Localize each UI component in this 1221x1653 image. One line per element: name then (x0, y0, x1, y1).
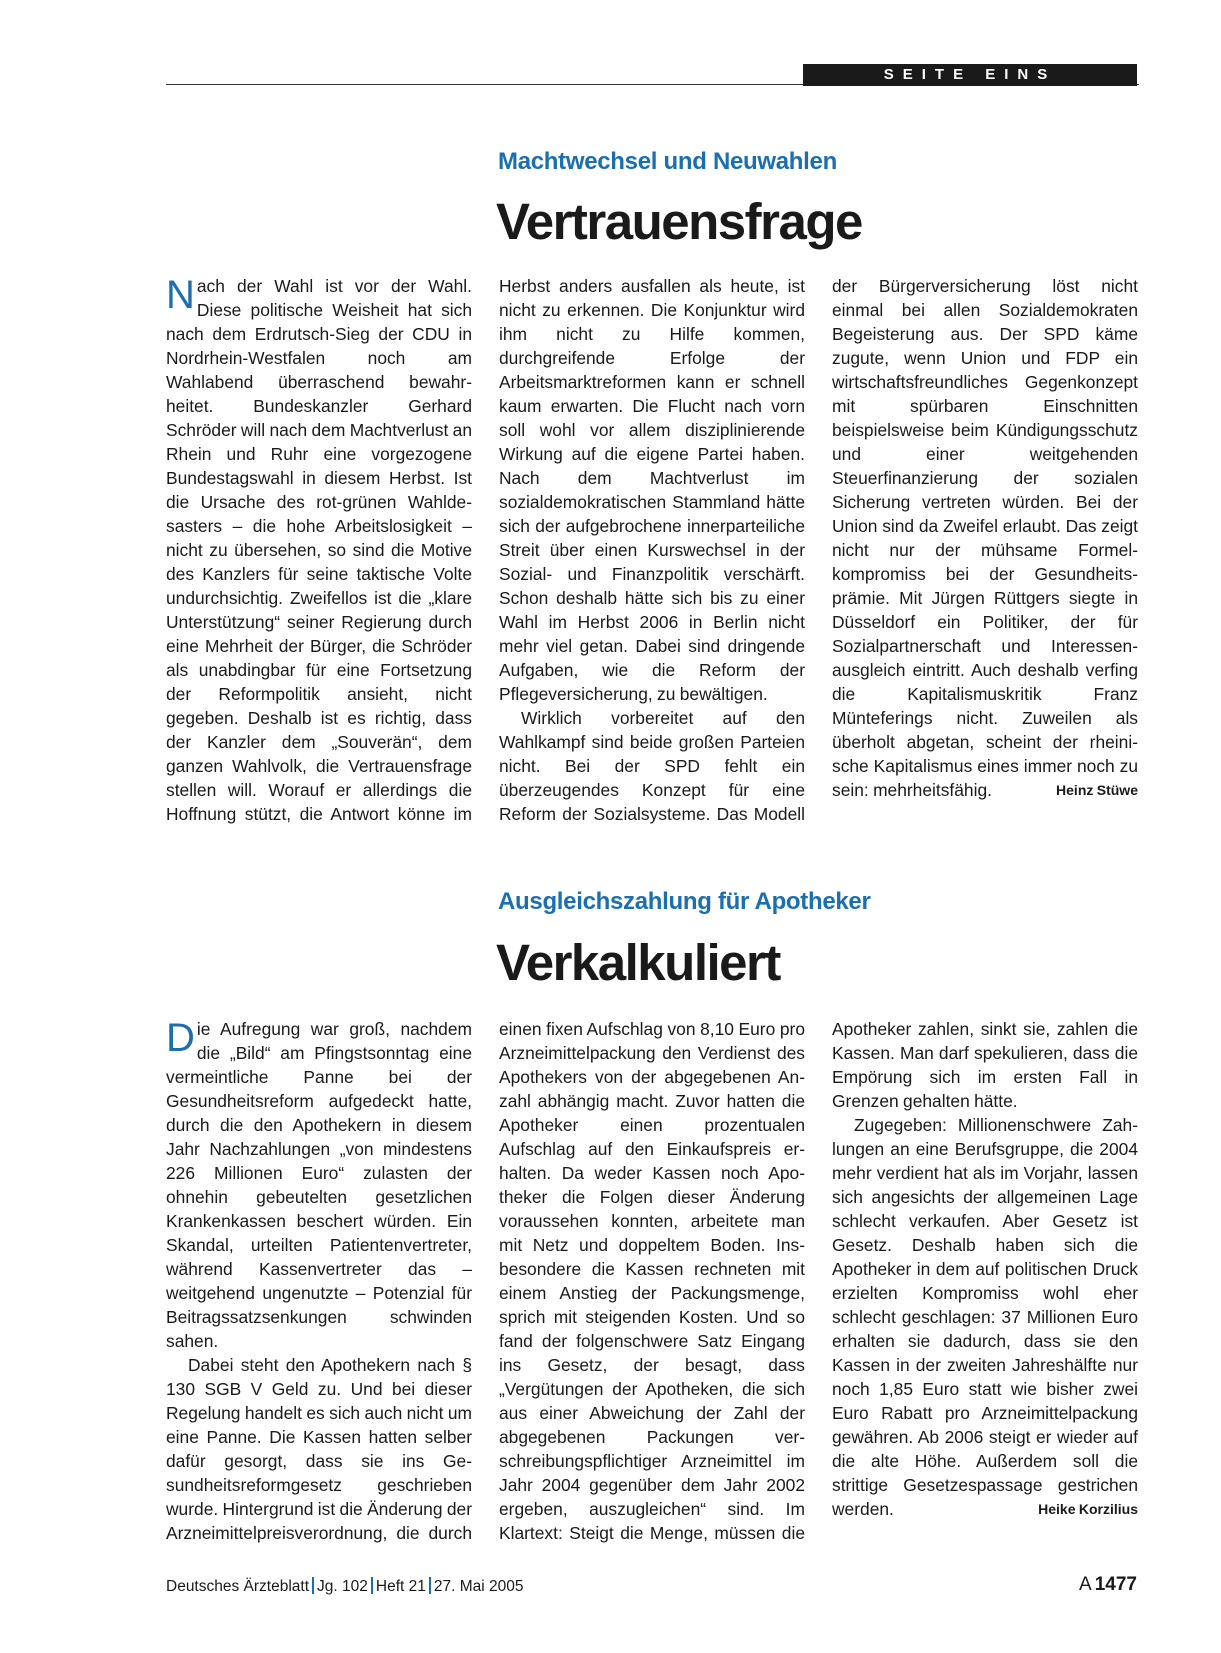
article1-kicker: Machtwechsel und Neuwahlen (498, 148, 837, 175)
article2-paragraph-1: Die Aufregung war groß, nachdem die „Bild“ am Pfingstsonntag eine vermeintliche Panne bei der Gesundheitsreform aufgedeckt hatte, durch die den Apothekern in diesem Jahr Nachzahlungen „von mindestens 226 Millionen Euro“ zulasten der ohnehin gebeutelten gesetzlichen Krankenkassen beschert würden. Ein Skandal, urteilten Patientenvertreter, während Kassenvertreter das – weitgehend ungenutzte – Potenzial für Beitragssatzsenkungen schwinden sahen. (166, 1016, 472, 1351)
article1-paragraph-1: Nach der Wahl ist vor der Wahl. Diese politische Weisheit hat sich nach dem Erdrutsch-Sieg der CDU in Nordrhein-Westfalen noch am Wahlabend überraschend bewahrheitet. Bundeskanzler Gerhard Schröder will nach dem Machtverlust an Rhein und Ruhr eine vorgezogene Bundestagswahl in diesem Herbst. Ist die Ursache des rot-grünen Wahldesasters – die hohe Arbeitslosigkeit – nicht zu übersehen, so sind die Motive des Kanzlers für seine taktische Volte undurchsichtig. Zweifellos ist die „klare Unterstützung“ seiner Regierung durch eine Mehrheit der Bürger, die Schröder als unabdingbar für eine Fortsetzung der Reformpolitik ansieht, nicht gegeben. Deshalb ist es richtig, dass der Kanzler dem „Souverän“, dem ganzen Wahlvolk, die Vertrauensfrage stellen will. Worauf er allerdings die Hoffnung stützt, die Antwort könne im Herbst anders ausfallen als heute, ist nicht zu erkennen. Die Konjunktur wird ihm nicht zu Hilfe kommen, durchgreifende Erfolge der Arbeitsmarktreformen kann er schnell kaum erwarten. Die Flucht nach vorn soll wohl vor allem disziplinierende Wirkung auf die eigene Partei haben. Nach dem Machtverlust im sozialdemokratischen Stammland hätte sich der aufgebrochene innerparteiliche Streit über einen Kurswechsel in der Sozial- und Finanzpolitik verschärft. Schon deshalb hätte sich bis zu einer Wahl im Herbst 2006 in Berlin nicht mehr viel getan. Dabei sind dringende Aufgaben, wie die Reform der Pflegeversicherung, zu bewältigen. (166, 273, 805, 824)
article1-body (166, 274, 1138, 826)
article1-paragraph-2: Wirklich vorbereitet auf den Wahlkampf sind beide großen Parteien nicht. Bei der SPD fehlt ein überzeugendes Konzept für eine Reform der Sozialsysteme. Das Modell der Bürgerversicherung löst nicht einmal bei allen Sozialdemokraten Begeisterung aus. Der SPD käme zugute, wenn Union und FDP ein wirtschaftsfreundliches Gegenkonzept mit spürbaren Einschnitten beispielsweise beim Kündigungsschutz und einer weitgehenden Steuerfinanzierung der sozialen Sicherung vertreten würden. Bei der Union sind da Zweifel erlaubt. Das zeigt nicht nur der mühsame Formelkompromiss bei der Gesundheitsprämie. Mit Jürgen Rüttgers siegte in Düsseldorf ein Politiker, der für Sozialpartnerschaft und Interessenausgleich eintritt. Auch deshalb verfing die Kapitalismuskritik Franz Münteferings nicht. Zuweilen als überholt abgetan, scheint der rheinische Kapitalismus eines immer noch zu sein: mehrheitsfähig. Heinz Stüwe (499, 276, 1138, 824)
page-footer (166, 1577, 523, 1596)
article1-headline: Vertrauensfrage (496, 193, 862, 250)
footer-separator (371, 1577, 373, 1594)
section-label: SEITE EINS (803, 64, 1137, 86)
journal-issue: Heft 21 (375, 1578, 426, 1595)
journal-name: Deutsches Ärzteblatt (166, 1578, 310, 1595)
article2-body (166, 1017, 1138, 1545)
article2-author: Heike Korzilius (1038, 1501, 1138, 1517)
article1-dropcap: N (166, 273, 195, 317)
article2-kicker: Ausgleichszahlung für Apotheker (498, 888, 871, 915)
journal-volume: Jg. 102 (317, 1578, 368, 1595)
article2-dropcap: D (166, 1016, 195, 1060)
article1-author: Heinz Stüwe (1056, 782, 1138, 798)
article2-paragraph-3: Zugegeben: Millionenschwere Zahlungen an eine Berufsgruppe, die 2004 mehr verdient hat als im Vorjahr, lassen sich angesichts der allgemeinen Lage schlecht verkaufen. Aber Gesetz ist Gesetz. Deshalb haben sich die Apotheker in dem auf politischen Druck erzielten Kompromiss wohl eher schlecht geschlagen: 37 Millionen Euro erhalten sie dadurch, dass sie den Kassen in der zweiten Jahreshälfte nur noch 1,85 Euro statt wie bisher zwei Euro Rabatt pro Arzneimittelpackung gewähren. Ab 2006 steigt er wieder auf die alte Höhe. Außerdem soll die strittige Gesetzespassage gestrichen werden. Heike Korzilius (832, 1115, 1138, 1519)
footer-separator (312, 1577, 314, 1594)
article2-paragraph-2: Dabei steht den Apothekern nach § 130 SGB V Geld zu. Und bei dieser Regelung handelt es sich auch nicht um eine Panne. Die Kassen hatten selber dafür gesorgt, dass sie ins Gesundheitsreformgesetz geschrieben wurde. Hintergrund ist die Änderung der Arzneimittelpreisverordnung, die durch einen fixen Aufschlag von 8,10 Euro pro Arzneimittelpackung den Verdienst des Apothekers von der abgegebenen Anzahl abhängig macht. Zuvor hatten die Apotheker einen prozentualen Aufschlag auf den Einkaufspreis erhalten. Da weder Kassen noch Apotheker die Folgen dieser Änderung voraussehen konnten, arbeitete man mit Netz und doppeltem Boden. Insbesondere die Kassen rechneten mit einem Anstieg der Packungsmenge, sprich mit steigenden Kosten. Und so fand der folgenschwere Satz Eingang ins Gesetz, der besagt, dass „Vergütungen der Apotheken, die sich aus einer Abweichung der Zahl der abgegebenen Packungen verschreibungspflichtiger Arzneimittel im Jahr 2004 gegenüber dem Jahr 2002 ergeben, auszugleichen“ sind. Im Klartext: Steigt die Menge, müssen die Apotheker zahlen, sinkt sie, zahlen die Kassen. Man darf spekulieren, dass die Empörung sich im ersten Fall in Grenzen gehalten hätte. (166, 1019, 1138, 1543)
article2-headline: Verkalkuliert (496, 934, 780, 991)
page-number: A 1477 (1079, 1574, 1137, 1595)
journal-date: 27. Mai 2005 (433, 1578, 524, 1595)
footer-separator (429, 1577, 431, 1594)
